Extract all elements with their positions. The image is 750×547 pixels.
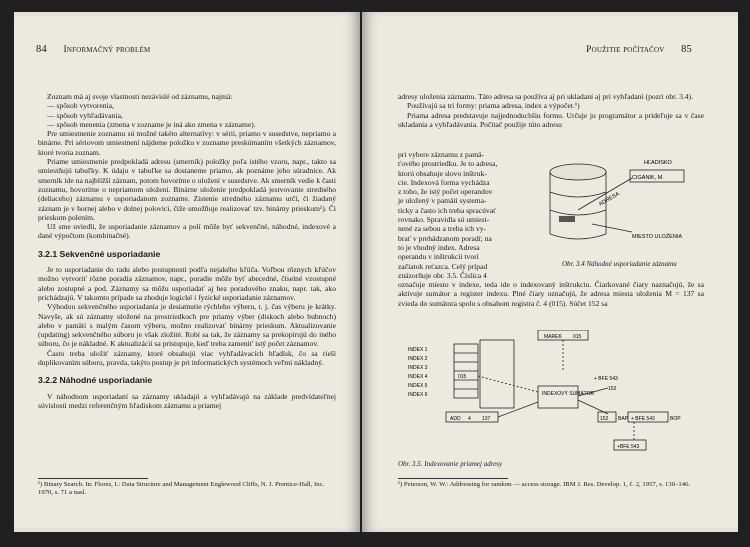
bullet-item: — spôsob vytvorenia, [47, 101, 114, 111]
marek-value: 015 [573, 334, 582, 340]
page-number: 84 [36, 44, 47, 55]
figure-3-4 [532, 152, 702, 256]
right-page [362, 12, 738, 532]
right-body-bottom [398, 280, 704, 308]
index-label: INDEX 4 [408, 374, 428, 380]
body-paragraph: označuje miesto v indexe, teda ide o indexovaný inštrukciu. Čiarkované čiary naznačujú, že sa aktivuje sumátor a register indexu. Plné čiary označujú, že adresa miesta uloženia M = 137 sa zvieda do sumátora spolu s obsahom registra č. 4 (015). Súčet 152 sa [398, 280, 704, 308]
bullet-item: — spôsob vyhľadávania, [47, 110, 123, 120]
body-paragraph: Už sme uviedli, že usporiadanie záznamov a polí môže byť sekvenčné, náhodné, indexové a dané výpočtom (kombinačné). [38, 222, 336, 241]
text-line: operandu v inštrukcii tvorí [398, 252, 479, 262]
sum-label: + BFE 543 [594, 376, 618, 382]
sum-value: 152 [608, 386, 617, 392]
left-page [14, 12, 360, 532]
text-line: ticky a často ich treba spracúvať [398, 205, 497, 215]
footnote-rule [38, 478, 148, 479]
text-line: pri vybere záznamu z pamä- [398, 150, 485, 159]
final-value: +BFE 543 [617, 444, 640, 450]
label-adresa: ADRESA [598, 191, 621, 208]
body-paragraph: Priama adresa predstavuje najjednoduchšiu formu. Určuje ju programátor a prideľuje sa v čase ukladania a vyhľadávania. Počítač použije túto adresu [398, 110, 704, 129]
instr-add: ADD [450, 416, 461, 422]
body-paragraph: V náhodnom usporiadaní sa záznamy ukladajú a vyhľadávajú na základe predvídateľnej súvislosti medzi referenčným hľadiskom záznamu a priamej [38, 391, 336, 410]
text-line: je uložený v pamäti systema- [398, 196, 487, 206]
page-number: 85 [681, 44, 692, 55]
marek-label: MAREK [544, 334, 562, 340]
right-wrap-column [398, 150, 530, 280]
right-header [586, 44, 692, 55]
bullet-item: — spôsob menenia (zmena v zozname je iná ako zmena v zázname). [47, 119, 256, 129]
intro-paragraph: Zoznam má aj svoje vlastnosti nezávislé od záznamu, najmä: [47, 92, 233, 101]
index-label: INDEX 1 [408, 347, 428, 353]
figure-3-4-caption: Obr. 3.4 Náhodné usporiadanie záznamu [562, 260, 677, 268]
index-label: INDEX 5 [408, 383, 428, 389]
left-footnote [38, 478, 336, 497]
footnote-rule [398, 478, 508, 479]
text-line: cie. Indexová forma vychádza [398, 177, 490, 187]
text-line: to je vhodný index. Adresa [398, 242, 480, 252]
text-line: brať v prehádzanom poradí; na [398, 233, 492, 243]
sumator-label: INDEXOVÝ SUMÁTOR [542, 391, 595, 397]
body-paragraph: adresy uloženia záznamu. Táto adresa sa používa aj pri ukladaní aj pri vyhľadaní (pozri obr. 3.4). [398, 92, 693, 101]
footnote-text: ¹) Peterson, W. W.: Addressing for random — access storage. IBM J. Res. Develop. 1, č. 2, 1957, s. 130–146. [398, 481, 691, 488]
body-paragraph: Pre umiestnenie zoznamu sú možné takéto alternatívy: v sérii, priamo v susedstve, nepriamo a binárne. Pri sériovom umiestnení nájdeme položku v zozname preskúmaním všetkých záznamov, ktoré tvoria zoznam. [38, 129, 336, 157]
text-line: z toho, že istý počet operandov [398, 187, 493, 197]
label-ciganik: CIGÁNIK, M. [632, 175, 664, 181]
left-body [38, 92, 336, 410]
body-paragraph: Často treba uložiť záznamy, ktoré obsahujú viac vyhľadávacích hľadísk, čo sa rieši duplikovaním súboru, pravda, takýto postup je pri informatických systémoch veľmi nákladný. [38, 348, 336, 368]
body-paragraph: Je to usporiadanie do radu alebo postupnosti podľa nejakého kľúča. Voľbou rôznych kľúčov možno vytvoriť rôzne poradia záznamov, napr., poradie môže byť abecedné, číselné vzostupné alebo zostupné a pod. Záznamy sa môžu usporiadať aj bez poradového znaku, napr. tak, ako prichádzajú. V takomto prípade sa zhoduje logické i fyzické usporiadanie záznamov. [38, 265, 336, 302]
running-head: Použitie počítačov [586, 45, 665, 55]
index-label: INDEX 6 [408, 392, 428, 398]
right-footnote [398, 478, 704, 489]
right-body-top [398, 92, 704, 129]
result-bfe: + BFE 543 [631, 416, 655, 422]
result-bap: BAP [618, 416, 629, 422]
text-line: začiatok reťazca. Celý prípad [398, 261, 488, 271]
text-line: ťového prostriedku. Je to adresa, [398, 159, 498, 169]
section-heading: 3.2.2 Náhodné usporiadanie [38, 375, 153, 386]
instr-reg: 4 [468, 416, 471, 422]
text-line: nené za sebou a treba ich vy- [398, 224, 487, 234]
instr-addr: 137 [482, 416, 491, 422]
label-miesto: MIESTO ULOŽENIA [632, 234, 683, 240]
index-value: 015 [458, 374, 467, 380]
text-line: ktorú obsahuje slovo inštruk- [398, 168, 487, 178]
index-label: INDEX 3 [408, 365, 428, 371]
result-bop: BOP [670, 416, 681, 422]
body-paragraph: Výhodou sekvenčného usporiadania je desiatnutie rýchleho výberu, t. j. čas výberu je krátky. Navyše, ak sú záznamy uložené na prostriedkoch pre priamy výber (diskoch alebo bubnoch) alebo v pamäti s malým časom výberu, možno realizovať binárny prieskum. Aktualizovanie (updating) sekvenčného súboru je však zložité. Robí sa tak, že záznamy sa prekopírujú do iného súboru, čo je nákladné. K aktualizácii sa pristupuje, keď treba zamenit' istý počet záznamov. [38, 302, 336, 349]
body-paragraph: Používajú sa tri formy: priama adresa, index a výpočet.¹) [407, 101, 580, 111]
section-heading: 3.2.1 Sekvenčné usporiadanie [38, 248, 161, 259]
body-paragraph: Priame umiestnenie predpokladá adresu (smerník) položky poľa istého vzoru, napr., takto sa umiestňujú tabuľky. K údaju v tabuľke sa dostaneme priamo, ak poznáme jeho súradnice. Ak smerník ide na najbližší záznam, potom hovoríme o uložení v susedstve. Ak smerník vedie k časti zoznamu, hovoríme o nepriamom uložení. Binárne uloženie predpokladá jestvovanie stredného (deliaceho) záznamu v usporiadanom zozname. Zistenie stredného záznamu určí, či žiadaný záznam je v hornej alebo v dolnej polovici, čiže umožňuje realizovať tzv. binárny prieskum¹). Či prieskum polením. [38, 157, 336, 222]
figure-3-5 [398, 330, 698, 456]
figure-3-5-caption: Obr. 3.5. Indexovanie priamej adresy [398, 460, 503, 468]
left-header [36, 44, 150, 55]
text-line: znázorňuje obr. 3.5. Číslica 4 [398, 270, 487, 280]
index-label: INDEX 2 [408, 356, 428, 362]
running-head: Informačný problém [63, 45, 151, 55]
footnote-text: ¹) Binary Search. In: Flores, I.: Data Structure and Management Englewood Cliffs, N. J. Prentice-Hall, Inc. 1970, s. 71 a nasl. [38, 481, 325, 497]
text-line: rovnako. Spravidla sú umiest- [398, 215, 490, 225]
label-hladisko: HĽADISKO [644, 160, 672, 166]
result-value: 152 [600, 416, 609, 422]
